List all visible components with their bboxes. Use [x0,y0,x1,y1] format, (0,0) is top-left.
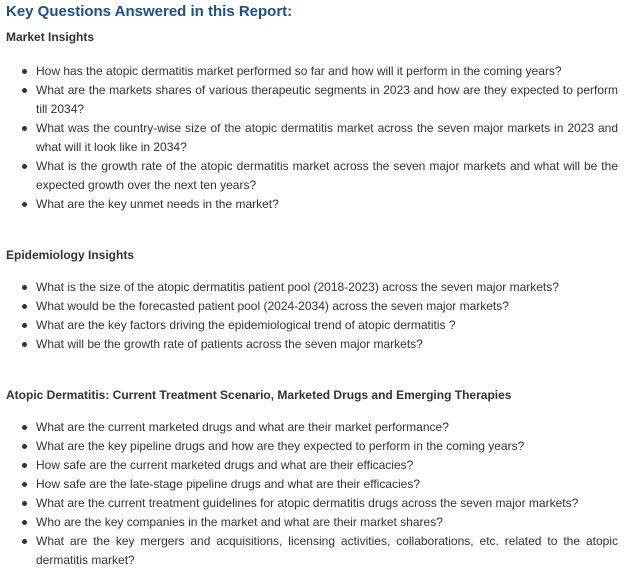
question-list-market-insights [0,62,626,214]
list-item [0,316,626,335]
bullet-icon [22,164,27,169]
list-item [0,335,626,354]
question-text: What are the markets shares of various therapeutic segments in 2023 and how are they expected to perform till 2034? [36,83,618,116]
list-item [0,157,626,195]
list-item [0,494,626,513]
bullet-icon [22,342,27,347]
list-item [0,297,626,316]
question-text: What are the current marketed drugs and what are their market performance? [36,420,449,434]
bullet-icon [22,425,27,430]
bullet-icon [22,323,27,328]
question-list-epidemiology-insights [0,278,626,354]
bullet-icon [22,88,27,93]
bullet-icon [22,463,27,468]
bullet-icon [22,520,27,525]
list-item [0,195,626,214]
page-title: Key Questions Answered in this Report: [6,3,293,20]
section-heading-treatment-scenario: Atopic Dermatitis: Current Treatment Scenario, Marketed Drugs and Emerging Therapies [6,388,512,402]
bullet-icon [22,539,27,544]
list-item [0,456,626,475]
question-text: What are the current treatment guidelines for atopic dermatitis drugs across the seven major markets? [36,496,579,510]
bullet-icon [22,482,27,487]
bullet-icon [22,126,27,131]
bullet-icon [22,501,27,506]
bullet-icon [22,444,27,449]
question-text: What was the country-wise size of the atopic dermatitis market across the seven major markets in 2023 and what will it look like in 2034? [36,121,618,154]
question-text: What are the key mergers and acquisitions, licensing activities, collaborations, etc. related to the atopic dermatitis market? [36,534,618,567]
list-item [0,62,626,81]
question-text: What are the key factors driving the epidemiological trend of atopic dermatitis ? [36,318,456,332]
section-heading-market-insights: Market Insights [6,30,95,44]
list-item [0,81,626,119]
question-text: How has the atopic dermatitis market performed so far and how will it perform in the coming years? [36,64,562,78]
section-heading-epidemiology-insights: Epidemiology Insights [6,248,135,262]
bullet-icon [22,202,27,207]
list-item [0,418,626,437]
question-list-treatment-scenario [0,418,626,570]
list-item [0,278,626,297]
question-text: What are the key unmet needs in the market? [36,197,279,211]
question-text: What is the growth rate of the atopic dermatitis market across the seven major markets and what will be the expected growth over the next ten years? [36,159,618,192]
list-item [0,119,626,157]
list-item [0,513,626,532]
question-text: What are the key pipeline drugs and how are they expected to perform in the coming years? [36,439,525,453]
bullet-icon [22,69,27,74]
list-item [0,532,626,570]
question-text: What would be the forecasted patient pool (2024-2034) across the seven major markets? [36,299,509,313]
question-text: What is the size of the atopic dermatitis patient pool (2018-2023) across the seven major markets? [36,280,559,294]
question-text: What will be the growth rate of patients across the seven major markets? [36,337,423,351]
bullet-icon [22,285,27,290]
list-item [0,475,626,494]
bullet-icon [22,304,27,309]
question-text: Who are the key companies in the market and what are their market shares? [36,515,443,529]
list-item [0,437,626,456]
question-text: How safe are the current marketed drugs and what are their efficacies? [36,458,414,472]
question-text: How safe are the late-stage pipeline drugs and what are their efficacies? [36,477,421,491]
